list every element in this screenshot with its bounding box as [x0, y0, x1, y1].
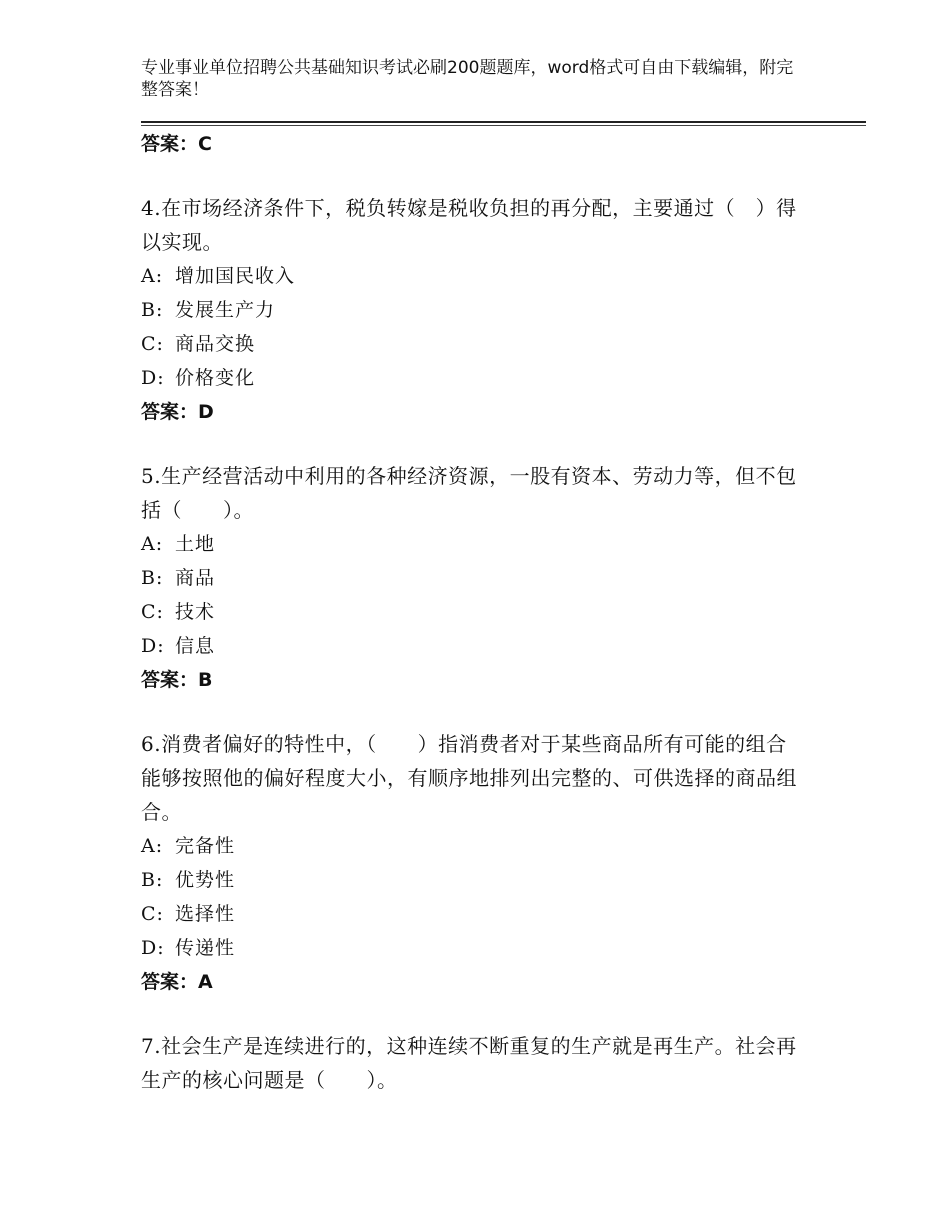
- option-text: 增加国民收入: [175, 265, 296, 287]
- option-c: [141, 897, 801, 931]
- question-stem: 5.生产经营活动中利用的各种经济资源，一股有资本、劳动力等，但不包括（ ）。: [141, 464, 797, 522]
- option-text: 完备性: [175, 835, 236, 857]
- option-letter: C:: [141, 333, 164, 355]
- option-c: [141, 327, 801, 361]
- question-item: [141, 459, 801, 697]
- option-letter: B:: [141, 299, 164, 321]
- option-b: [141, 561, 801, 595]
- option-text: 选择性: [175, 903, 236, 925]
- option-text: 信息: [175, 635, 216, 657]
- option-letter: D:: [141, 367, 165, 389]
- option-a: [141, 527, 801, 561]
- question-item: [141, 727, 801, 999]
- header-divider-thick: [141, 121, 866, 123]
- answer-line: 答案：A: [141, 971, 213, 993]
- question-item: [141, 191, 801, 429]
- option-letter: D:: [141, 937, 165, 959]
- option-letter: D:: [141, 635, 165, 657]
- question-stem: 4.在市场经济条件下，税负转嫁是税收负担的再分配，主要通过（ ）得以实现。: [141, 196, 797, 254]
- answer-line: 答案：C: [141, 133, 212, 155]
- option-d: [141, 361, 801, 395]
- option-a: [141, 259, 801, 293]
- option-d: [141, 931, 801, 965]
- option-text: 价格变化: [175, 367, 256, 389]
- answer-line: 答案：B: [141, 669, 213, 691]
- option-a: [141, 829, 801, 863]
- option-letter: B:: [141, 869, 164, 891]
- option-letter: B:: [141, 567, 164, 589]
- question-list: [141, 125, 801, 1097]
- option-d: [141, 629, 801, 663]
- page-header: 专业事业单位招聘公共基础知识考试必刷200题题库，word格式可自由下载编辑，附完整答案！: [141, 58, 794, 100]
- question-stem: 7.社会生产是连续进行的，这种连续不断重复的生产就是再生产。社会再生产的核心问题是（ ）。: [141, 1034, 797, 1092]
- option-text: 发展生产力: [175, 299, 276, 321]
- option-b: [141, 293, 801, 327]
- option-text: 传递性: [175, 937, 236, 959]
- answer-line: 答案：D: [141, 401, 214, 423]
- option-b: [141, 863, 801, 897]
- option-letter: A:: [141, 265, 164, 287]
- option-text: 商品交换: [175, 333, 256, 355]
- option-letter: A:: [141, 533, 164, 555]
- question-stem: 6.消费者偏好的特性中，（ ）指消费者对于某些商品所有可能的组合能够按照他的偏好程度大小，有顺序地排列出完整的、可供选择的商品组合。: [141, 732, 797, 824]
- option-text: 技术: [175, 601, 216, 623]
- option-text: 商品: [175, 567, 216, 589]
- option-letter: C:: [141, 903, 164, 925]
- option-text: 土地: [175, 533, 216, 555]
- option-c: [141, 595, 801, 629]
- question-item: [141, 1029, 801, 1097]
- option-letter: A:: [141, 835, 164, 857]
- option-text: 优势性: [175, 869, 236, 891]
- option-letter: C:: [141, 601, 164, 623]
